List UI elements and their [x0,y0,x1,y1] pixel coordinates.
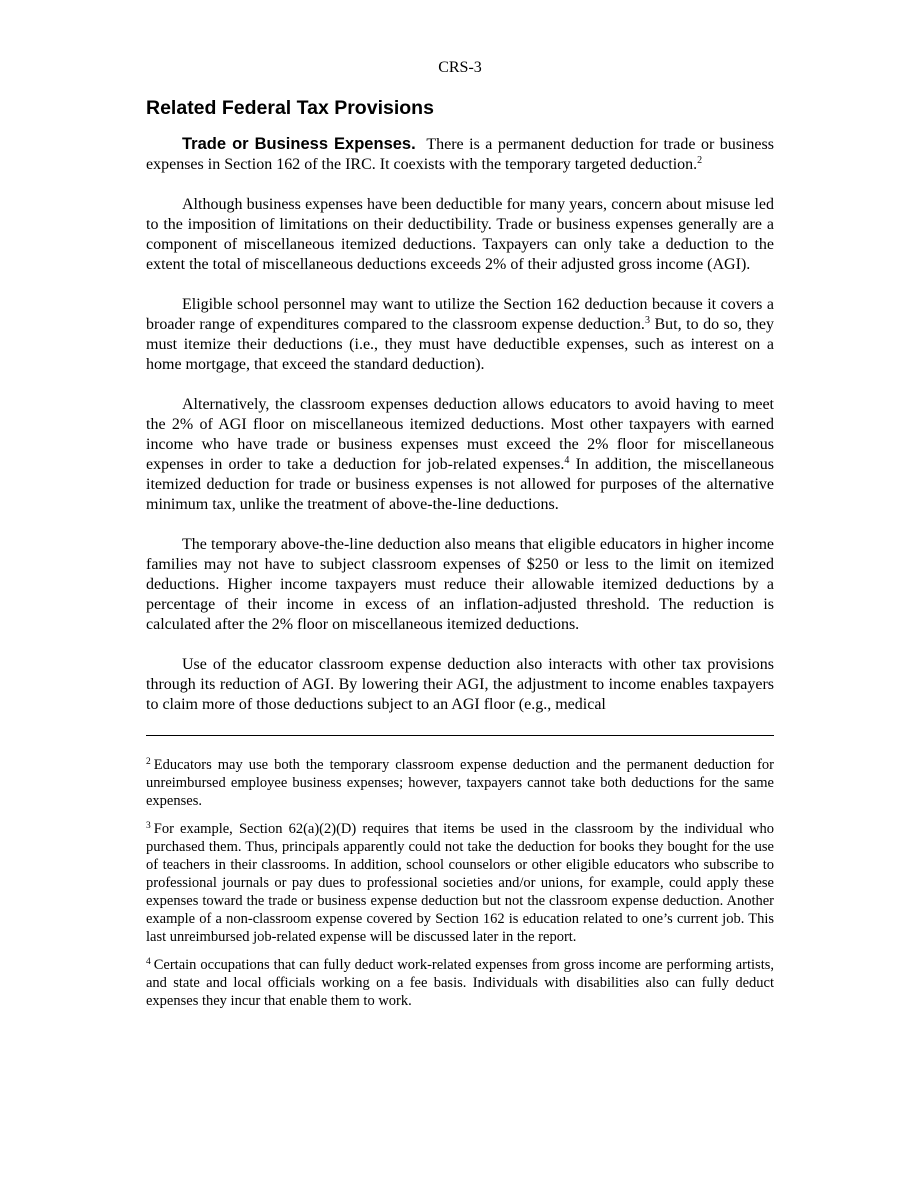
run-in-heading: Trade or Business Expenses. [182,135,416,153]
footnote-reference[interactable]: 2 [697,155,703,166]
document-page [146,58,774,1020]
paragraph-text: There is a permanent deduction for trade or business expenses in Section 162 of the IRC. It coexists with the temporary targeted deduction. [146,136,774,173]
footnote-text: For example, Section 62(a)(2)(D) requires that items be used in the classroom by the individual who purchased them. Thus, principals apparently could not take the deduction for books they bought for the use of teachers in their classrooms. In addition, school counselors or other eligible educators who subscribe to professional journals or pay dues to professional societies and/or unions, for example, could apply these expenses toward the trade or business expense deduction but not the classroom expense deduction. Another example of a non-classroom expense covered by Section 162 is education related to one’s current job. This last unreimbursed job-related expense will be discussed later in the report. [146,821,774,945]
section-heading: Related Federal Tax Provisions [146,97,434,119]
paragraph-text: In addition, the miscellaneous itemized deduction for trade or business expenses is not allowed for purposes of the alternative minimum tax, unlike the treatment of above-the-line deductions. [146,456,774,513]
footnote-number: 4 [146,957,151,967]
paragraph-text: Alternatively, the classroom expenses deduction allows educators to avoid having to meet the 2% of AGI floor on miscellaneous itemized deductions. Most other taxpayers with earned income who have trade or business expenses must exceed the 2% floor for miscellaneous expenses in order to take a deduction for job-related expenses. [146,396,774,473]
footnote-number: 2 [146,757,151,767]
footnote-reference[interactable]: 3 [644,315,650,326]
paragraph-text: Eligible school personnel may want to utilize the Section 162 deduction because it covers a broader range of expenditures compared to the classroom expense deduction. [146,296,774,333]
footnote-separator [146,735,774,736]
paragraph-section-162-eligibility [146,295,774,375]
footnote-4 [146,956,774,1010]
page-number: CRS-3 [438,59,482,76]
footnote-3 [146,820,774,946]
footnote-reference[interactable]: 4 [564,455,570,466]
paragraph-text: The temporary above-the-line deduction also means that eligible educators in higher income families may not have to subject classroom expenses of $250 or less to the limit on itemized deductions. Higher income taxpayers must reduce their allowable itemized deductions by a percentage of their income in excess of an inflation-adjusted threshold. The reduction is calculated after the 2% floor on miscellaneous itemized deductions. [146,536,774,633]
paragraph-trade-business-expenses [146,134,774,175]
footnote-2 [146,756,774,810]
paragraph-text: Although business expenses have been deductible for many years, concern about misuse led to the imposition of limitations on their deductibility. Trade or business expenses generally are a component of miscellaneous itemized deductions. Taxpayers can only take a deduction to the extent the total of miscellaneous deductions exceeds 2% of their adjusted gross income (AGI). [146,196,774,273]
paragraph-text: But, to do so, they must itemize their deductions (i.e., they must have deductible expenses, such as interest on a home mortgage, that exceed the standard deduction). [146,316,774,373]
paragraph-text: Use of the educator classroom expense deduction also interacts with other tax provisions through its reduction of AGI. By lowering their AGI, the adjustment to income enables taxpayers to claim more of those deductions subject to an AGI floor (e.g., medical [146,656,774,713]
paragraph-agi-floor-alternative [146,395,774,515]
paragraph-higher-income-limits [146,535,774,635]
footnote-text: Educators may use both the temporary classroom expense deduction and the permanent deduction for unreimbursed employee business expenses; however, taxpayers cannot take both deductions for the same expenses. [146,757,774,809]
paragraph-business-expense-limits [146,195,774,275]
paragraph-agi-interaction [146,655,774,715]
footnote-text: Certain occupations that can fully deduct work-related expenses from gross income are performing artists, and state and local officials working on a fee basis. Individuals with disabilities also can fully deduct expenses they incur that enable them to work. [146,957,774,1009]
footnote-number: 3 [146,821,151,831]
